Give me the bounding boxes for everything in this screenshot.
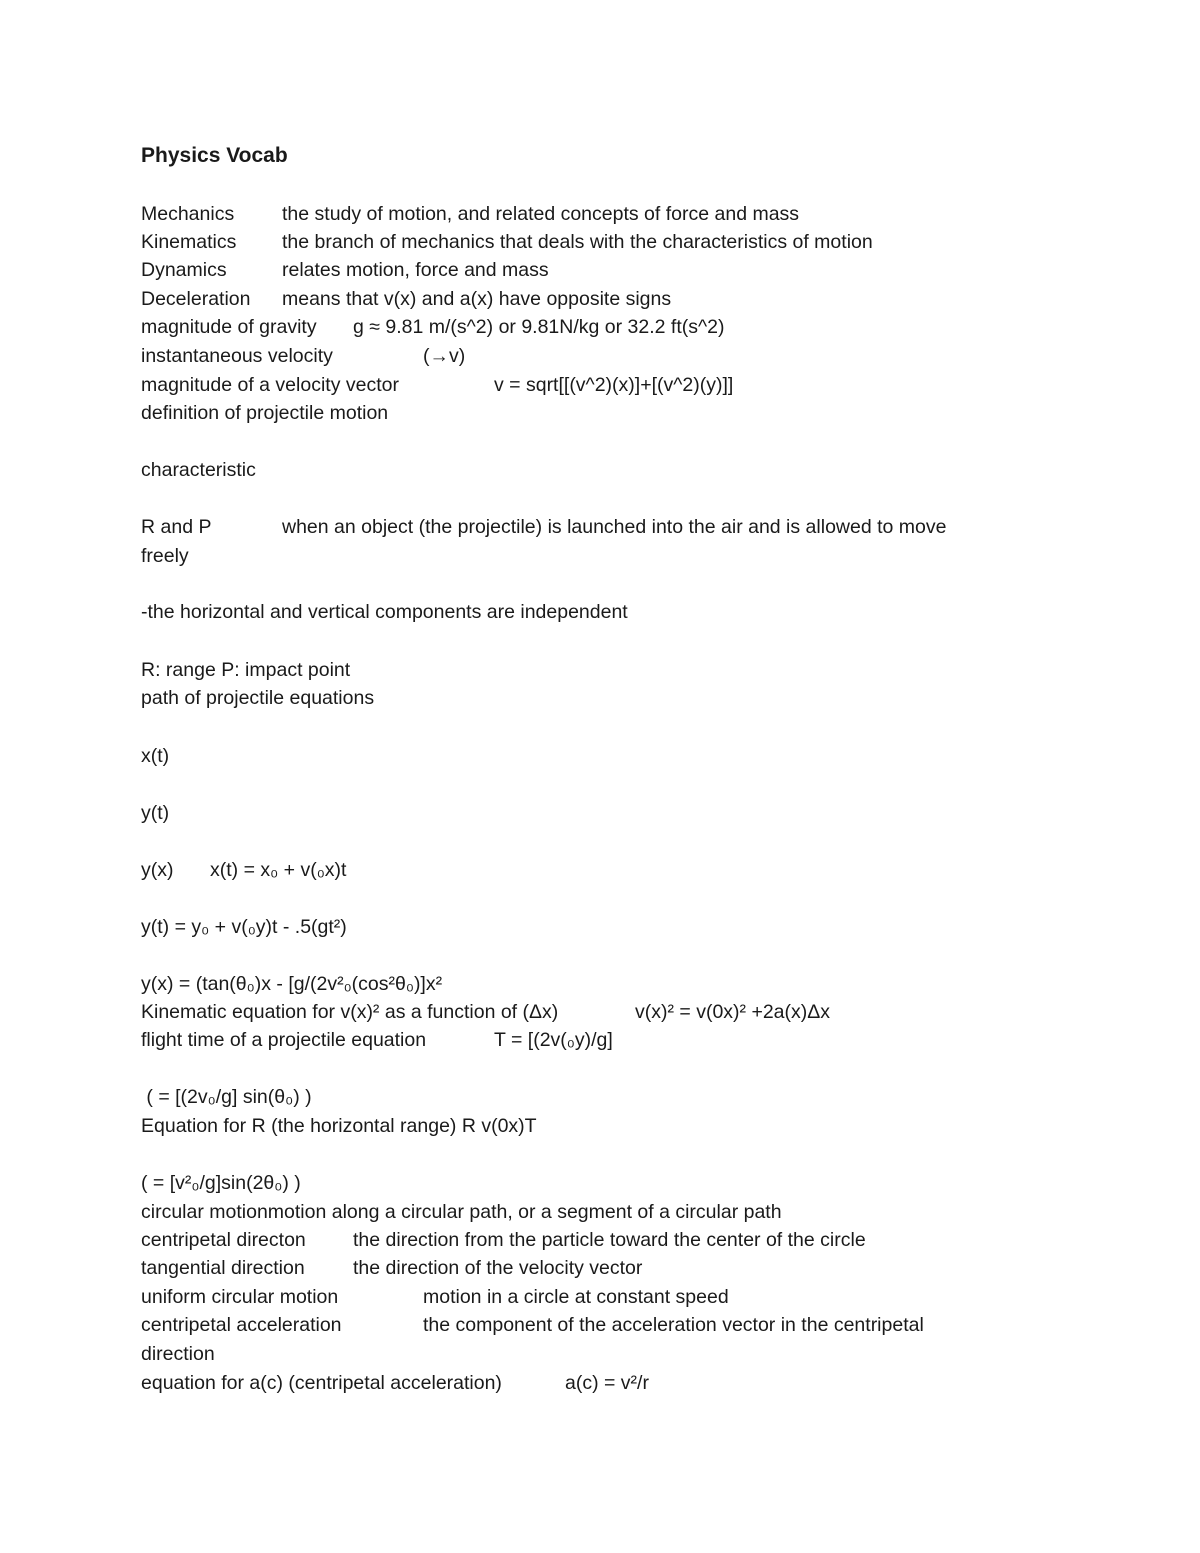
- vocab-line-deceleration: [141, 285, 672, 313]
- vocab-line-instantaneous-velocity: [141, 342, 466, 370]
- definition: when an object (the projectile) is launched into the air and is allowed to move: [282, 516, 947, 538]
- vocab-line-xt: x(t): [141, 745, 170, 767]
- vocab-line-uniform-circular-motion: [141, 1283, 729, 1311]
- term: centripetal directon: [141, 1229, 306, 1251]
- term: Kinematics: [141, 231, 237, 253]
- vocab-line-yx-xt: [141, 856, 347, 884]
- vocab-line-r-and-p: [141, 513, 947, 541]
- term: instantaneous velocity: [141, 345, 333, 367]
- term: magnitude of gravity: [141, 316, 317, 338]
- vocab-line-velocity-magnitude: [141, 371, 734, 399]
- term: Kinematic equation for v(x)² as a function of (Δx): [141, 1001, 559, 1023]
- term: R and P: [141, 516, 212, 538]
- page-title: Physics Vocab: [141, 144, 288, 167]
- definition: (→v): [423, 345, 466, 367]
- vocab-line-flight-time: [141, 1026, 613, 1054]
- definition: means that v(x) and a(x) have opposite signs: [282, 288, 672, 310]
- vocab-line-freely: freely: [141, 545, 189, 567]
- definition: v = sqrt[[(v^2)(x)]+[(v^2)(y)]]: [494, 374, 734, 396]
- vocab-line-range-alt: ( = [v²₀/g]sin(2θ₀) ): [141, 1172, 301, 1194]
- vocab-line-projectile-definition: definition of projectile motion: [141, 402, 389, 424]
- vocab-line-kinematic-equation: [141, 998, 831, 1026]
- vocab-line-yx-equation: y(x) = (tan(θ₀)x - [g/(2v²₀(cos²θ₀)]x²: [141, 973, 443, 995]
- term: flight time of a projectile equation: [141, 1029, 427, 1051]
- definition: g ≈ 9.81 m/(s^2) or 9.81N/kg or 32.2 ft(s^2): [353, 316, 725, 338]
- term: magnitude of a velocity vector: [141, 374, 399, 396]
- term: Dynamics: [141, 259, 227, 281]
- vocab-line-path-equations: path of projectile equations: [141, 687, 375, 709]
- vocab-line-range-impact: R: range P: impact point: [141, 659, 351, 681]
- term: uniform circular motion: [141, 1286, 339, 1308]
- equation: T = [(2v(₀y)/g]: [494, 1029, 613, 1051]
- vocab-line-mechanics: [141, 200, 800, 228]
- vocab-line-yt-equation: y(t) = y₀ + v(₀y)t - .5(gt²): [141, 916, 347, 938]
- vocab-line-centripetal-acceleration: [141, 1311, 924, 1339]
- term: y(x): [141, 859, 174, 881]
- vocab-line-flight-time-alt: ( = [(2v₀/g] sin(θ₀) ): [141, 1086, 312, 1108]
- vocab-line-gravity: [141, 313, 725, 341]
- vocab-line-circular-motion: circular motionmotion along a circular path, or a segment of a circular path: [141, 1201, 782, 1223]
- equation: v(x)² = v(0x)² +2a(x)Δx: [635, 1001, 831, 1023]
- definition: the component of the acceleration vector in the centripetal: [423, 1314, 924, 1336]
- definition: relates motion, force and mass: [282, 259, 549, 281]
- vocab-line-characteristic: characteristic: [141, 459, 256, 481]
- definition: the branch of mechanics that deals with the characteristics of motion: [282, 231, 873, 253]
- vocab-line-range-equation: Equation for R (the horizontal range) R v(0x)T: [141, 1115, 537, 1137]
- vocab-line-centripetal-direction: [141, 1226, 866, 1254]
- vocab-line-tangential-direction: [141, 1254, 643, 1282]
- term: equation for a(c) (centripetal acceleration): [141, 1372, 502, 1394]
- vocab-line-direction: direction: [141, 1343, 215, 1365]
- term: Mechanics: [141, 203, 235, 225]
- term: Deceleration: [141, 288, 251, 310]
- definition: the direction from the particle toward the center of the circle: [353, 1229, 866, 1251]
- vocab-line-components: -the horizontal and vertical components are independent: [141, 601, 628, 623]
- definition: the study of motion, and related concepts of force and mass: [282, 203, 800, 225]
- definition: the direction of the velocity vector: [353, 1257, 643, 1279]
- vocab-line-yt: y(t): [141, 802, 170, 824]
- equation: x(t) = x₀ + v(₀x)t: [210, 859, 347, 881]
- vocab-line-kinematics: [141, 228, 873, 256]
- equation: a(c) = v²/r: [565, 1372, 649, 1394]
- definition: motion in a circle at constant speed: [423, 1286, 729, 1308]
- term: tangential direction: [141, 1257, 305, 1279]
- vocab-line-dynamics: [141, 256, 549, 284]
- term: centripetal acceleration: [141, 1314, 342, 1336]
- vocab-line-centripetal-equation: [141, 1369, 649, 1397]
